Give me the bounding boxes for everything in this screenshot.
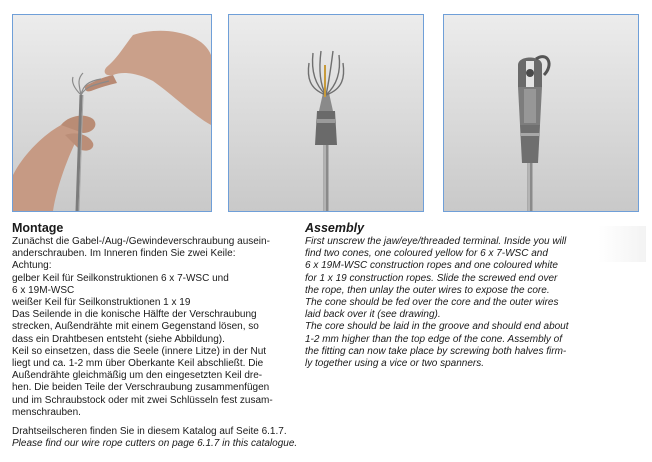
terminal-broom-illustration	[229, 15, 423, 211]
assembly-body: First unscrew the jaw/eye/threaded terminal. Inside you will find two cones, one coloured yellow for 6 x 7-WSC and 6 x 19M-WSC construction ropes and one coloured white for 1 x 19 construction ropes. Slide the screwed end over the rope, then unlay the outer wires to expose the core. The cone should be fed over the core and the outer wires laid back over it (see drawing). The core should be laid in the groove and should end about 1-2 mm higher than the top edge of the cone. Assembly of the fitting can now take place by screwing both halves firm- ly together using a vice or two spanners.	[305, 236, 569, 370]
montage-heading: Montage	[12, 221, 64, 235]
montage-section	[12, 221, 294, 419]
photo-assembled-terminal	[443, 14, 639, 212]
assembly-heading: Assembly	[305, 221, 365, 235]
montage-body: Zunächst die Gabel-/Aug-/Gewindeverschraubung ausein- anderschrauben. Im Inneren finden Sie zwei Keile: Achtung: gelber Keil für Seilkonstruktionen 6 x 7-WSC und 6 x 19M-WSC weißer Keil für Seilkonstruktionen 1 x 19 Das Seilende in die konische Hälfte der Verschraubung strecken, Außendrähte mit einem Gegenstand lösen, so dass ein Drahtbesen entsteht (siehe Abbildung). Keil so einsetzen, dass die Seele (innere Litze) in der Nut liegt und ca. 1-2 mm über Oberkante Keil abschließt. Die Außendrähte gleichmäßig um den eingesetzten Keil dre- hen. Die beiden Teile der Verschraubung zusammenfügen und im Schraubstock oder mit zwei Schlüsseln fest zusam- menschrauben.	[12, 236, 273, 418]
footer-note-de: Drahtseilscheren finden Sie in diesem Katalog auf Seite 6.1.7.	[12, 426, 287, 437]
footer-note-en: Please find our wire rope cutters on page 6.1.7 in this catalogue.	[12, 438, 298, 450]
assembled-fitting-illustration	[444, 15, 638, 211]
assembly-section	[305, 221, 590, 370]
faded-background-text	[598, 226, 646, 262]
photo-wire-broom	[228, 14, 424, 212]
photo-unlaying-wires	[12, 14, 212, 212]
footer-note	[12, 426, 432, 450]
hands-wire-illustration	[13, 15, 211, 211]
